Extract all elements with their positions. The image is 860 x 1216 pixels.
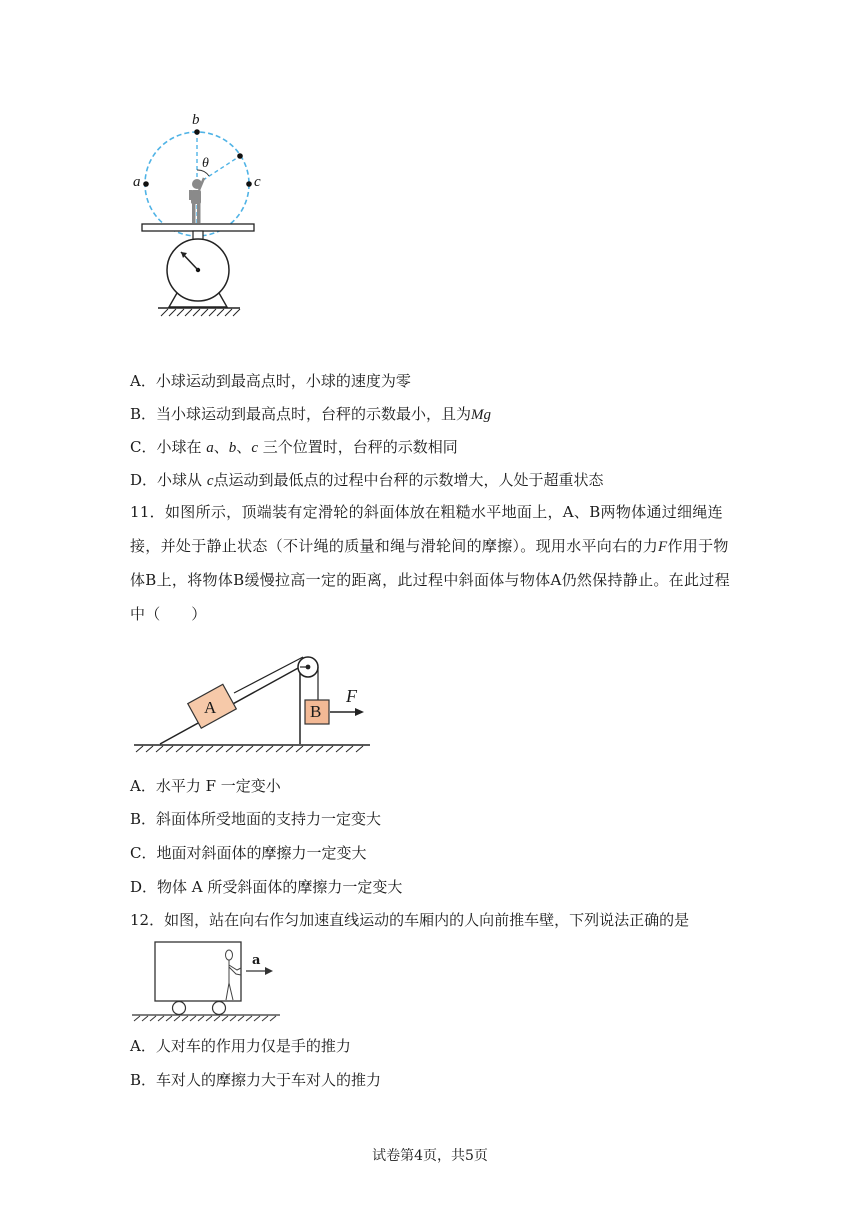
q11-option-d: D．物体 A 所受斜面体的摩擦力一定变大 [130, 878, 403, 896]
block-a-label: A [204, 698, 217, 717]
q12-option-b: B．车对人的摩擦力大于车对人的推力 [130, 1071, 382, 1089]
accel-a-label: a [252, 953, 261, 968]
force-f-label: F [346, 686, 357, 706]
label-a: a [133, 174, 141, 190]
label-c: c [254, 174, 261, 190]
block-b-label: B [310, 702, 322, 721]
q12-stem: 12．如图，站在向右作匀加速直线运动的车厢内的人向前推车壁，下列说法正确的是 [130, 911, 690, 929]
q12-option-a: A．人对车的作用力仅是手的推力 [130, 1037, 351, 1055]
q11-option-a: A．水平力 F 一定变小 [130, 777, 281, 795]
q10-option-c: C．小球在 a、b、c 三个位置时，台秤的示数相同 [130, 438, 458, 456]
q10-option-b: B．当小球运动到最高点时，台秤的示数最小，且为Mg [130, 405, 492, 423]
label-theta: θ [202, 156, 209, 171]
q10-option-a: A．小球运动到最高点时，小球的速度为零 [130, 372, 411, 390]
q11-stem: 11．如图所示，顶端装有定滑轮的斜面体放在粗糙水平地面上，A、B两物体通过细绳连接，并处于静止状态（不计绳的质量和绳与滑轮间的摩擦）。现用水平向右的力F作用于物体B上，将物体B缓慢拉高一定的距离，此过程中斜面体与物体A仍然保持静止。在此过程中（ ） [130, 503, 730, 623]
label-b: b [192, 112, 200, 128]
page-footer: 试卷第4页，共5页 [372, 1148, 488, 1164]
q10-option-d: D．小球从 c点运动到最低点的过程中台秤的示数增大，人处于超重状态 [130, 471, 604, 489]
q11-option-b: B．斜面体所受地面的支持力一定变大 [130, 810, 382, 828]
q11-option-c: C．地面对斜面体的摩擦力一定变大 [130, 844, 367, 862]
